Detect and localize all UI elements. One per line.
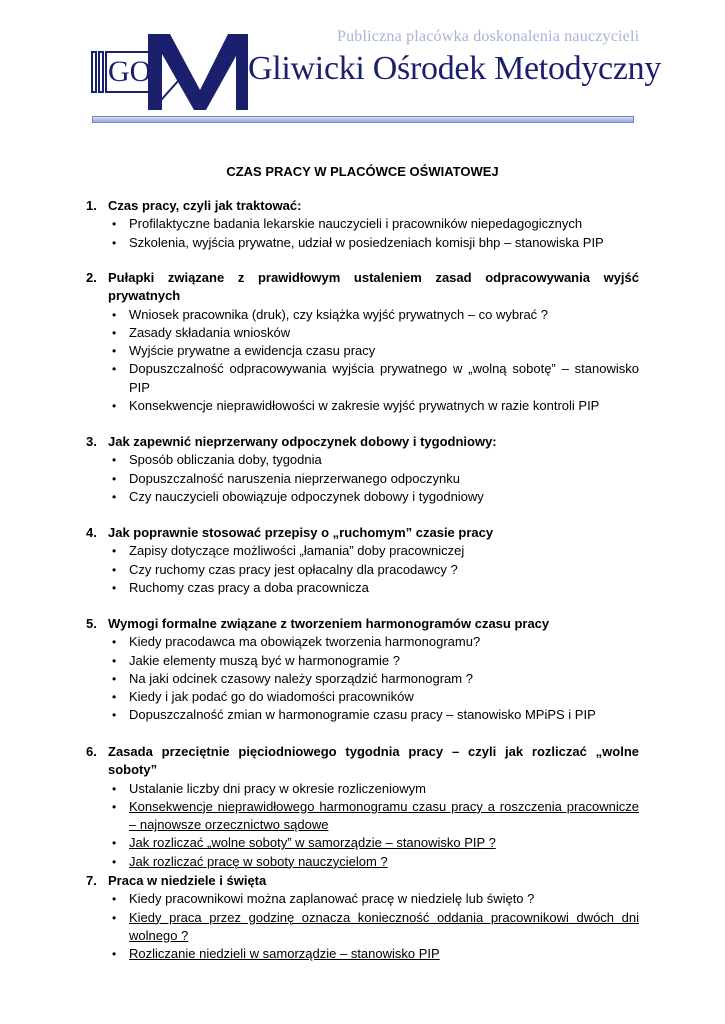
section-2 [86,269,639,415]
bullet-icon: • [112,781,117,796]
org-name: Gliwicki Ośrodek Metodyczny [248,50,662,87]
list-item: • Dopuszczalność odpracowywania wyjścia prywatnego w „wolną sobotę” – stanowisko PIP [112,361,639,395]
letterhead [0,0,725,135]
bullet-icon: • [112,910,117,925]
list-item: • Sposób obliczania doby, tygodnia [86,451,639,469]
bullet-icon: • [112,947,117,962]
bullet-list [86,215,639,252]
bullet-icon: • [112,653,117,668]
bullet-list [86,306,639,416]
list-item: • Wyjście prywatne a ewidencja czasu pracy [86,342,639,360]
section-heading: 4. Jak poprawnie stosować przepisy o „ruchomym” czasie pracy [86,525,494,540]
section-heading: 7. Praca w niedziele i święta [86,873,267,888]
list-item: • Na jaki odcinek czasowy należy sporządzić harmonogram ? [86,670,639,688]
list-item: • Dopuszczalność zmian w harmonogramie czasu pracy – stanowisko MPiPS i PIP [86,706,639,724]
list-item: • Zapisy dotyczące możliwości „łamania” doby pracowniczej [86,542,639,560]
list-item: • Jakie elementy muszą być w harmonogramie ? [86,652,639,670]
section-heading: 1. Czas pracy, czyli jak traktować: [86,198,302,213]
list-item: • Kiedy pracodawca ma obowiązek tworzenia harmonogramu? [86,633,639,651]
logo-letters: GO [108,55,152,88]
section-3 [86,433,639,506]
section-heading: 3. Jak zapewnić nieprzerwany odpoczynek dobowy i tygodniowy: [86,434,497,449]
section-6 [86,743,639,871]
list-item: • Szkolenia, wyjścia prywatne, udział w posiedzeniach komisji bhp – stanowiska PIP [86,234,639,252]
list-item: • Zasady składania wniosków [86,324,639,342]
list-item: • Jak rozliczać pracę w soboty nauczycielom ? [86,853,639,871]
list-item: • Jak rozliczać „wolne soboty” w samorządzie – stanowisko PIP ? [86,834,639,852]
list-item: • Wniosek pracownika (druk), czy książka wyjść prywatnych – co wybrać ? [86,306,639,324]
bullet-icon: • [112,799,117,814]
list-item: • Kiedy praca przez godzinę oznacza konieczność oddania pracownikowi dwóch dni wolnego ? [112,909,639,943]
bullet-icon: • [112,399,117,414]
bullet-icon: • [112,453,117,468]
bullet-icon: • [112,235,117,250]
list-item: • Kiedy pracownikowi można zaplanować pracę w niedzielę lub święto ? [86,890,639,908]
list-item: • Rozliczanie niedzieli w samorządzie – stanowisko PIP [86,945,639,963]
section-7 [86,872,639,963]
bullet-icon: • [112,325,117,340]
bullet-icon: • [112,489,117,504]
list-item: • Ustalanie liczby dni pracy w okresie rozliczeniowym [86,780,639,798]
list-item: • Czy ruchomy czas pracy jest opłacalny dla pracodawcy ? [86,561,639,579]
document-title: CZAS PRACY W PLACÓWCE OŚWIATOWEJ [226,164,499,179]
section-heading: 2. Pułapki związane z prawidłowym ustaleniem zasad odpracowywania wyjść prywatnych [86,270,639,304]
header-rule [92,116,634,123]
bullet-list [86,890,639,963]
section-4 [86,524,639,597]
bullet-icon: • [112,544,117,559]
bullet-list [86,633,639,724]
list-item: • Konsekwencje nieprawidłowego harmonogramu czasu pracy a roszczenia pracownicze – najnowsze orzecznictwo sądowe [112,798,639,833]
bullet-list [86,780,639,871]
bullet-icon: • [112,471,117,486]
section-1 [86,197,639,252]
list-item: • Ruchomy czas pracy a doba pracownicza [86,579,639,597]
section-5 [86,615,639,725]
list-item: • Czy nauczycieli obowiązuje odpoczynek dobowy i tygodniowy [86,488,639,506]
bullet-icon: • [112,217,117,232]
bullet-icon: • [112,671,117,686]
bullet-icon: • [112,362,117,377]
bullet-list [86,451,639,506]
list-item: • Profilaktyczne badania lekarskie nauczycieli i pracowników niepedagogicznych [86,215,639,233]
list-item: • Dopuszczalność naruszenia nieprzerwanego odpoczynku [86,470,639,488]
bullet-icon: • [112,854,117,869]
bullet-icon: • [112,690,117,705]
bullet-icon: • [112,836,117,851]
bullet-icon: • [112,635,117,650]
list-item: • Konsekwencje nieprawidłowości w zakresie wyjść prywatnych w razie kontroli PIP [86,397,639,415]
bullet-icon: • [112,562,117,577]
section-heading: 6. Zasada przeciętnie pięciodniowego tygodnia pracy – czyli jak rozliczać „wolne soboty” [86,744,639,778]
section-heading: 5. Wymogi formalne związane z tworzeniem harmonogramów czasu pracy [86,616,550,631]
bullet-list [86,542,639,597]
bullet-icon: • [112,344,117,359]
bullet-icon: • [112,580,117,595]
list-item: • Kiedy i jak podać go do wiadomości pracowników [86,688,639,706]
tagline: Publiczna placówka doskonalenia nauczycieli [337,28,640,45]
bullet-icon: • [112,307,117,322]
bullet-icon: • [112,708,117,723]
bullet-icon: • [112,892,117,907]
